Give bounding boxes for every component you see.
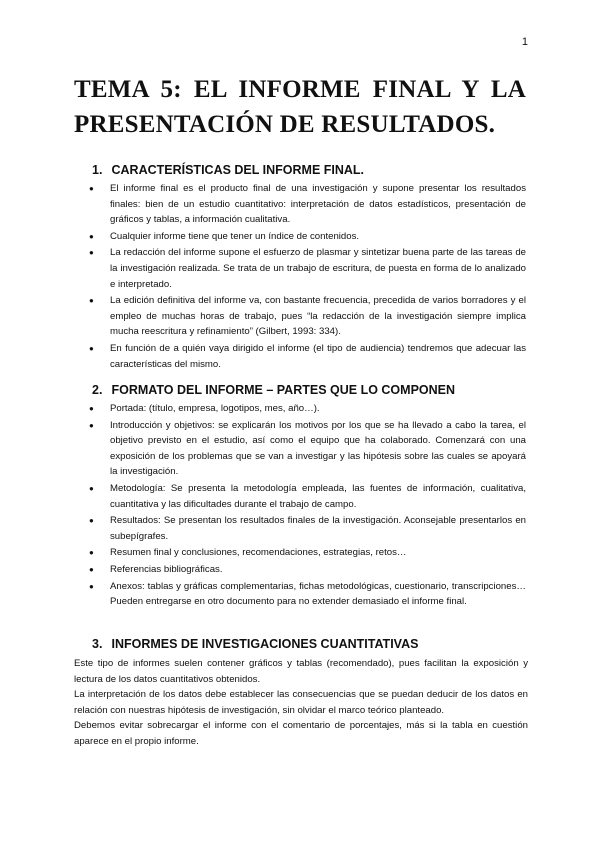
document-title	[74, 72, 526, 142]
list-item: ● En función de a quién vaya dirigido el informe (el tipo de audiencia) tendremos que adecuar las características del mismo.	[74, 341, 526, 372]
section-heading-text: CARACTERÍSTICAS DEL INFORME FINAL.	[111, 163, 365, 177]
list-item: ● Resultados: Se presentan los resultados finales de la investigación. Aconsejable presentarlos en subepígrafes.	[74, 513, 526, 544]
section-number: 1.	[92, 163, 103, 177]
bullet-list	[74, 401, 526, 610]
list-item: ● Referencias bibliográficas.	[74, 562, 526, 578]
list-item: ● La edición definitiva del informe va, con bastante frecuencia, precedida de varios borradores y el empleo de muchas horas de trabajo, pues “la redacción de la investigación siempre implica mucha reescritura y refinamiento” (Gilbert, 1993: 334).	[74, 293, 526, 340]
page-number: 1	[521, 36, 528, 48]
paragraph: Este tipo de informes suelen contener gráficos y tablas (recomendado), pues facilitan la exposición y lectura de los datos cuantitativos obtenidos.	[74, 658, 528, 685]
list-item: ● Cualquier informe tiene que tener un índice de contenidos.	[74, 229, 526, 245]
section-quantitative-body	[74, 656, 528, 750]
section-number: 2.	[92, 383, 103, 397]
section-heading	[92, 163, 526, 177]
section-quantitative-reports	[74, 637, 526, 655]
title-line-1: TEMA 5: EL INFORME FINAL Y LA	[74, 76, 526, 103]
list-item: ● Resumen final y conclusiones, recomendaciones, estrategias, retos…	[74, 545, 526, 561]
section-number: 3.	[92, 637, 103, 651]
list-item: ● La redacción del informe supone el esfuerzo de plasmar y sintetizar buena parte de las tareas de la investigación realizada. Se trata de un trabajo de escritura, de puesta en forma de lo analizado e interpretado.	[74, 245, 526, 292]
list-item: ● Anexos: tablas y gráficas complementarias, fichas metodológicas, cuestionario, transcripciones… Pueden entregarse en otro documento para no extender demasiado el informe final.	[74, 579, 526, 610]
section-heading	[92, 383, 526, 397]
section-format	[74, 383, 526, 611]
list-item: ● Portada: (título, empresa, logotipos, mes, año…).	[74, 401, 526, 417]
bullet-list	[74, 181, 526, 372]
list-item: ● Introducción y objetivos: se explicarán los motivos por los que se ha llevado a cabo la tarea, el objetivo previsto en el estudio, así como el equipo que ha colaborado. Comenzará con una exposición de los problemas que se van a investigar y las hipótesis sobre las cuales se apoyará la investigación.	[74, 418, 526, 480]
section-characteristics	[74, 163, 526, 373]
title-line-2: PRESENTACIÓN DE RESULTADOS.	[74, 111, 496, 138]
paragraph: Debemos evitar sobrecargar el informe con el comentario de porcentajes, más si la tabla en cuestión aparece en el propio informe.	[74, 720, 528, 747]
section-heading-text: FORMATO DEL INFORME – PARTES QUE LO COMPONEN	[111, 383, 456, 397]
list-item: ● El informe final es el producto final de una investigación y supone presentar los resultados finales: bien de un estudio cuantitativo: interpretación de datos estadísticos, presentación de gráficos y tablas, a información cualitativa.	[74, 181, 526, 228]
section-heading-text: INFORMES DE INVESTIGACIONES CUANTITATIVAS	[111, 637, 419, 651]
section-heading	[92, 637, 526, 651]
list-item: ● Metodología: Se presenta la metodología empleada, las fuentes de información, cualitativa, cuantitativa y las dificultades durante el trabajo de campo.	[74, 481, 526, 512]
paragraph: La interpretación de los datos debe establecer las consecuencias que se puedan deducir de los datos en relación con nuestras hipótesis de investigación, sin olvidar el marco teórico planteado.	[74, 689, 528, 716]
